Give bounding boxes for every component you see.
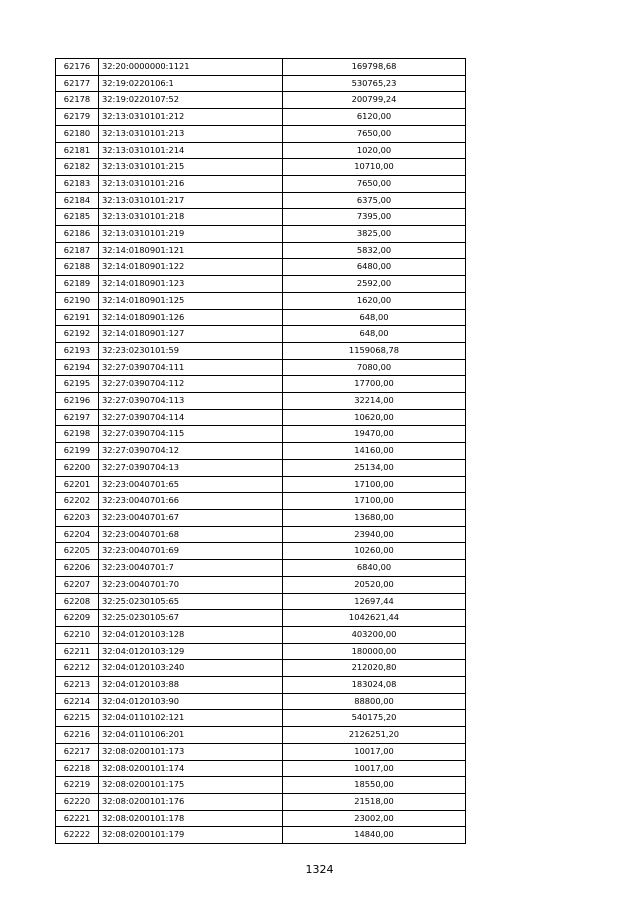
row-number-cell: 62219 xyxy=(56,777,99,794)
value-cell: 1020,00 xyxy=(283,142,466,159)
table-row xyxy=(56,827,466,844)
value-cell: 17100,00 xyxy=(283,493,466,510)
cadastral-number-cell: 32:13:0310101:217 xyxy=(99,192,283,209)
cadastral-number-cell: 32:13:0310101:213 xyxy=(99,125,283,142)
table-row xyxy=(56,626,466,643)
cadastral-number-cell: 32:14:0180901:122 xyxy=(99,259,283,276)
page-number: 1324 xyxy=(305,863,334,876)
cadastral-number-cell: 32:08:0200101:178 xyxy=(99,810,283,827)
row-number-cell: 62187 xyxy=(56,242,99,259)
cadastral-number-cell: 32:27:0390704:12 xyxy=(99,443,283,460)
row-number-cell: 62193 xyxy=(56,342,99,359)
value-cell: 1620,00 xyxy=(283,292,466,309)
table-row xyxy=(56,643,466,660)
value-cell: 10017,00 xyxy=(283,760,466,777)
table-row xyxy=(56,376,466,393)
value-cell: 7080,00 xyxy=(283,359,466,376)
table-row xyxy=(56,560,466,577)
table-row xyxy=(56,459,466,476)
row-number-cell: 62191 xyxy=(56,309,99,326)
table-row xyxy=(56,92,466,109)
table-row xyxy=(56,476,466,493)
value-cell: 403200,00 xyxy=(283,626,466,643)
row-number-cell: 62192 xyxy=(56,326,99,343)
row-number-cell: 62214 xyxy=(56,693,99,710)
cadastral-number-cell: 32:23:0040701:70 xyxy=(99,576,283,593)
table-row xyxy=(56,342,466,359)
row-number-cell: 62203 xyxy=(56,509,99,526)
cadastral-number-cell: 32:13:0310101:214 xyxy=(99,142,283,159)
value-cell: 13680,00 xyxy=(283,509,466,526)
cadastral-number-cell: 32:13:0310101:212 xyxy=(99,109,283,126)
row-number-cell: 62181 xyxy=(56,142,99,159)
value-cell: 14840,00 xyxy=(283,827,466,844)
value-cell: 530765,23 xyxy=(283,75,466,92)
cadastral-number-cell: 32:27:0390704:112 xyxy=(99,376,283,393)
table-row xyxy=(56,175,466,192)
row-number-cell: 62196 xyxy=(56,393,99,410)
table-row xyxy=(56,493,466,510)
row-number-cell: 62216 xyxy=(56,727,99,744)
value-cell: 18550,00 xyxy=(283,777,466,794)
value-cell: 10710,00 xyxy=(283,159,466,176)
row-number-cell: 62211 xyxy=(56,643,99,660)
table-row xyxy=(56,326,466,343)
cadastral-number-cell: 32:08:0200101:176 xyxy=(99,793,283,810)
table-row xyxy=(56,693,466,710)
table-row xyxy=(56,192,466,209)
value-cell: 180000,00 xyxy=(283,643,466,660)
cadastral-number-cell: 32:14:0180901:125 xyxy=(99,292,283,309)
cadastral-number-cell: 32:23:0040701:66 xyxy=(99,493,283,510)
cadastral-number-cell: 32:14:0180901:126 xyxy=(99,309,283,326)
table-row xyxy=(56,743,466,760)
table-row xyxy=(56,276,466,293)
row-number-cell: 62222 xyxy=(56,827,99,844)
cadastral-number-cell: 32:04:0120103:90 xyxy=(99,693,283,710)
value-cell: 1042621,44 xyxy=(283,610,466,627)
value-cell: 200799,24 xyxy=(283,92,466,109)
row-number-cell: 62207 xyxy=(56,576,99,593)
cadastral-value-table xyxy=(55,58,466,844)
cadastral-number-cell: 32:23:0040701:67 xyxy=(99,509,283,526)
cadastral-number-cell: 32:27:0390704:113 xyxy=(99,393,283,410)
table-row xyxy=(56,242,466,259)
value-cell: 14160,00 xyxy=(283,443,466,460)
row-number-cell: 62199 xyxy=(56,443,99,460)
value-cell: 12697,44 xyxy=(283,593,466,610)
row-number-cell: 62198 xyxy=(56,426,99,443)
value-cell: 6480,00 xyxy=(283,259,466,276)
cadastral-number-cell: 32:08:0200101:173 xyxy=(99,743,283,760)
row-number-cell: 62177 xyxy=(56,75,99,92)
table-row xyxy=(56,793,466,810)
row-number-cell: 62180 xyxy=(56,125,99,142)
row-number-cell: 62194 xyxy=(56,359,99,376)
cadastral-number-cell: 32:08:0200101:175 xyxy=(99,777,283,794)
row-number-cell: 62183 xyxy=(56,175,99,192)
row-number-cell: 62188 xyxy=(56,259,99,276)
cadastral-number-cell: 32:23:0040701:65 xyxy=(99,476,283,493)
value-cell: 2126251,20 xyxy=(283,727,466,744)
table-row xyxy=(56,226,466,243)
table-row xyxy=(56,760,466,777)
cadastral-number-cell: 32:23:0230101:59 xyxy=(99,342,283,359)
value-cell: 2592,00 xyxy=(283,276,466,293)
cadastral-number-cell: 32:25:0230105:65 xyxy=(99,593,283,610)
table-row xyxy=(56,810,466,827)
table-row xyxy=(56,359,466,376)
row-number-cell: 62210 xyxy=(56,626,99,643)
table-row xyxy=(56,259,466,276)
value-cell: 20520,00 xyxy=(283,576,466,593)
row-number-cell: 62217 xyxy=(56,743,99,760)
value-cell: 540175,20 xyxy=(283,710,466,727)
table-row xyxy=(56,393,466,410)
value-cell: 7650,00 xyxy=(283,175,466,192)
value-cell: 183024,08 xyxy=(283,677,466,694)
value-cell: 6840,00 xyxy=(283,560,466,577)
cadastral-number-cell: 32:23:0040701:7 xyxy=(99,560,283,577)
cadastral-number-cell: 32:27:0390704:114 xyxy=(99,409,283,426)
row-number-cell: 62176 xyxy=(56,59,99,76)
cadastral-number-cell: 32:25:0230105:67 xyxy=(99,610,283,627)
cadastral-number-cell: 32:08:0200101:179 xyxy=(99,827,283,844)
cadastral-number-cell: 32:14:0180901:123 xyxy=(99,276,283,293)
value-cell: 25134,00 xyxy=(283,459,466,476)
row-number-cell: 62185 xyxy=(56,209,99,226)
row-number-cell: 62213 xyxy=(56,677,99,694)
row-number-cell: 62218 xyxy=(56,760,99,777)
value-cell: 23002,00 xyxy=(283,810,466,827)
row-number-cell: 62197 xyxy=(56,409,99,426)
value-cell: 17100,00 xyxy=(283,476,466,493)
table-row xyxy=(56,159,466,176)
row-number-cell: 62202 xyxy=(56,493,99,510)
value-cell: 648,00 xyxy=(283,309,466,326)
table-row xyxy=(56,576,466,593)
table-row xyxy=(56,309,466,326)
table-row xyxy=(56,426,466,443)
value-cell: 7395,00 xyxy=(283,209,466,226)
row-number-cell: 62204 xyxy=(56,526,99,543)
cadastral-number-cell: 32:14:0180901:121 xyxy=(99,242,283,259)
table-row xyxy=(56,443,466,460)
cadastral-number-cell: 32:27:0390704:115 xyxy=(99,426,283,443)
cadastral-number-cell: 32:04:0120103:129 xyxy=(99,643,283,660)
value-cell: 7650,00 xyxy=(283,125,466,142)
row-number-cell: 62206 xyxy=(56,560,99,577)
table-row xyxy=(56,209,466,226)
table-body xyxy=(56,59,466,844)
cadastral-number-cell: 32:19:0220107:52 xyxy=(99,92,283,109)
table-row xyxy=(56,593,466,610)
row-number-cell: 62182 xyxy=(56,159,99,176)
row-number-cell: 62200 xyxy=(56,459,99,476)
table-row xyxy=(56,543,466,560)
value-cell: 212020,80 xyxy=(283,660,466,677)
row-number-cell: 62195 xyxy=(56,376,99,393)
row-number-cell: 62179 xyxy=(56,109,99,126)
value-cell: 3825,00 xyxy=(283,226,466,243)
table-row xyxy=(56,125,466,142)
table-row xyxy=(56,710,466,727)
value-cell: 88800,00 xyxy=(283,693,466,710)
table-row xyxy=(56,509,466,526)
cadastral-number-cell: 32:13:0310101:219 xyxy=(99,226,283,243)
value-cell: 1159068,78 xyxy=(283,342,466,359)
row-number-cell: 62221 xyxy=(56,810,99,827)
row-number-cell: 62190 xyxy=(56,292,99,309)
cadastral-number-cell: 32:14:0180901:127 xyxy=(99,326,283,343)
cadastral-number-cell: 32:04:0110106:201 xyxy=(99,727,283,744)
cadastral-number-cell: 32:20:0000000:1121 xyxy=(99,59,283,76)
value-cell: 5832,00 xyxy=(283,242,466,259)
cadastral-number-cell: 32:04:0120103:88 xyxy=(99,677,283,694)
value-cell: 169798,68 xyxy=(283,59,466,76)
value-cell: 21518,00 xyxy=(283,793,466,810)
cadastral-number-cell: 32:27:0390704:111 xyxy=(99,359,283,376)
row-number-cell: 62189 xyxy=(56,276,99,293)
cadastral-number-cell: 32:27:0390704:13 xyxy=(99,459,283,476)
value-cell: 17700,00 xyxy=(283,376,466,393)
value-cell: 23940,00 xyxy=(283,526,466,543)
value-cell: 648,00 xyxy=(283,326,466,343)
row-number-cell: 62186 xyxy=(56,226,99,243)
row-number-cell: 62208 xyxy=(56,593,99,610)
table-row xyxy=(56,75,466,92)
value-cell: 10260,00 xyxy=(283,543,466,560)
table-row xyxy=(56,292,466,309)
cadastral-number-cell: 32:13:0310101:215 xyxy=(99,159,283,176)
cadastral-number-cell: 32:23:0040701:69 xyxy=(99,543,283,560)
table-row xyxy=(56,610,466,627)
cadastral-number-cell: 32:04:0120103:240 xyxy=(99,660,283,677)
table-row xyxy=(56,677,466,694)
value-cell: 10620,00 xyxy=(283,409,466,426)
row-number-cell: 62201 xyxy=(56,476,99,493)
table-row xyxy=(56,526,466,543)
cadastral-number-cell: 32:04:0120103:128 xyxy=(99,626,283,643)
row-number-cell: 62205 xyxy=(56,543,99,560)
table-row xyxy=(56,142,466,159)
table-row xyxy=(56,660,466,677)
table-row xyxy=(56,409,466,426)
table-row xyxy=(56,777,466,794)
row-number-cell: 62215 xyxy=(56,710,99,727)
row-number-cell: 62184 xyxy=(56,192,99,209)
value-cell: 32214,00 xyxy=(283,393,466,410)
table-row xyxy=(56,727,466,744)
table-row xyxy=(56,109,466,126)
value-cell: 6120,00 xyxy=(283,109,466,126)
row-number-cell: 62212 xyxy=(56,660,99,677)
table-row xyxy=(56,59,466,76)
cadastral-number-cell: 32:13:0310101:216 xyxy=(99,175,283,192)
value-cell: 10017,00 xyxy=(283,743,466,760)
cadastral-number-cell: 32:04:0110102:121 xyxy=(99,710,283,727)
row-number-cell: 62178 xyxy=(56,92,99,109)
row-number-cell: 62220 xyxy=(56,793,99,810)
value-cell: 6375,00 xyxy=(283,192,466,209)
row-number-cell: 62209 xyxy=(56,610,99,627)
cadastral-number-cell: 32:19:0220106:1 xyxy=(99,75,283,92)
cadastral-number-cell: 32:13:0310101:218 xyxy=(99,209,283,226)
value-cell: 19470,00 xyxy=(283,426,466,443)
cadastral-number-cell: 32:23:0040701:68 xyxy=(99,526,283,543)
cadastral-number-cell: 32:08:0200101:174 xyxy=(99,760,283,777)
